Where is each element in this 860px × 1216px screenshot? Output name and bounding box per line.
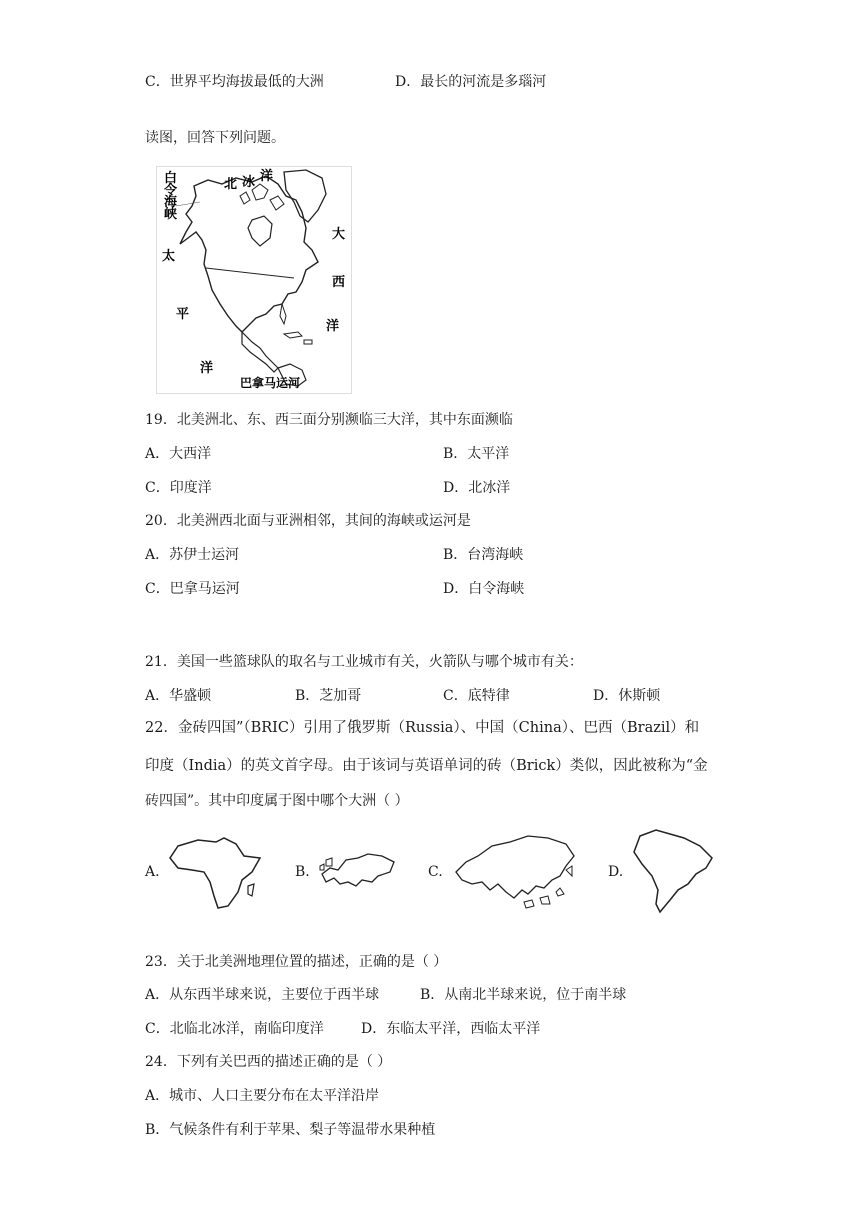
pacific-label-2: 平 — [176, 307, 190, 322]
question-20-stem: 20．北美洲西北面与亚洲相邻，其间的海峡或运河是 — [145, 513, 471, 529]
question-22-stem-line3: 砖四国”。其中印度属于图中哪个大洲（ ） — [145, 793, 409, 809]
south-america-shape — [626, 828, 716, 918]
arctic-label-3: 洋 — [260, 169, 274, 184]
asia-shape — [448, 832, 578, 916]
q22-option-d-label: D. — [608, 864, 624, 880]
africa-shape — [164, 836, 264, 912]
q19-option-a: A．大西洋 — [145, 446, 212, 462]
q21-option-b: B．芝加哥 — [295, 688, 362, 704]
bering-label-1: 白 — [164, 171, 178, 186]
q19-option-b: B．太平洋 — [443, 446, 510, 462]
north-america-map — [156, 166, 352, 394]
atlantic-label-3: 洋 — [326, 319, 340, 334]
atlantic-label-2: 西 — [332, 275, 346, 290]
pacific-label-3: 洋 — [200, 361, 214, 376]
q21-option-d: D．休斯顿 — [593, 688, 661, 704]
q20-option-a: A．苏伊士运河 — [145, 547, 240, 563]
atlantic-label-1: 大 — [332, 227, 346, 242]
question-23-stem: 23．关于北美洲地理位置的描述，正确的是（ ） — [145, 954, 448, 970]
q23-option-c: C．北临北冰洋，南临印度洋 — [145, 1021, 324, 1037]
q21-option-a: A．华盛顿 — [145, 688, 212, 704]
question-22-stem-line1: 22．金砖四国”（BRIC）引用了俄罗斯（Russia）、中国（China）、巴西（Brazil）和 — [145, 720, 700, 736]
panama-canal-label: 巴拿马运河 — [240, 376, 301, 390]
q22-option-b-label: B. — [295, 864, 310, 880]
q20-option-b: B．台湾海峡 — [443, 547, 524, 563]
q19-option-d: D．北冰洋 — [443, 480, 511, 496]
q24-option-b: B．气候条件有利于苹果、梨子等温带水果种植 — [145, 1122, 436, 1138]
q21-option-c: C．底特律 — [443, 688, 510, 704]
option-d-prev: D．最长的河流是多瑙河 — [395, 74, 547, 90]
arctic-label-1: 北 — [224, 177, 238, 192]
q24-option-a: A．城市、人口主要分布在太平洋沿岸 — [145, 1088, 380, 1104]
pacific-label-1: 太 — [162, 249, 176, 264]
q19-option-c: C．印度洋 — [145, 480, 212, 496]
reading-intro: 读图，回答下列问题。 — [145, 130, 285, 146]
question-22-stem-line2: 印度（India）的英文首字母。由于该词与英语单词的砖（Brick）类似，因此被称为“金 — [145, 758, 708, 774]
arctic-label-2: 冰 — [242, 175, 256, 190]
q23-option-d: D．东临太平洋，西临太平洋 — [361, 1021, 541, 1037]
north-america-outline — [156, 166, 352, 394]
q22-option-a-label: A. — [145, 864, 160, 880]
bering-label-2: 令 — [164, 183, 178, 198]
bering-label-3: 海 — [164, 195, 178, 210]
question-24-stem: 24．下列有关巴西的描述正确的是（ ） — [145, 1054, 392, 1070]
q20-option-d: D．白令海峡 — [443, 581, 525, 597]
q23-option-a: A．从东西半球来说，主要位于西半球 — [145, 987, 380, 1003]
q23-option-b: B．从南北半球来说，位于南半球 — [420, 987, 627, 1003]
q20-option-c: C．巴拿马运河 — [145, 581, 240, 597]
option-c-prev: C．世界平均海拔最低的大洲 — [145, 74, 324, 90]
question-21-stem: 21．美国一些篮球队的取名与工业城市有关，火箭队与哪个城市有关： — [145, 654, 583, 670]
q22-option-c-label: C. — [428, 864, 443, 880]
question-19-stem: 19．北美洲北、东、西三面分别濒临三大洋，其中东面濒临 — [145, 412, 513, 428]
bering-label-4: 峡 — [164, 207, 178, 222]
europe-shape — [316, 852, 398, 890]
